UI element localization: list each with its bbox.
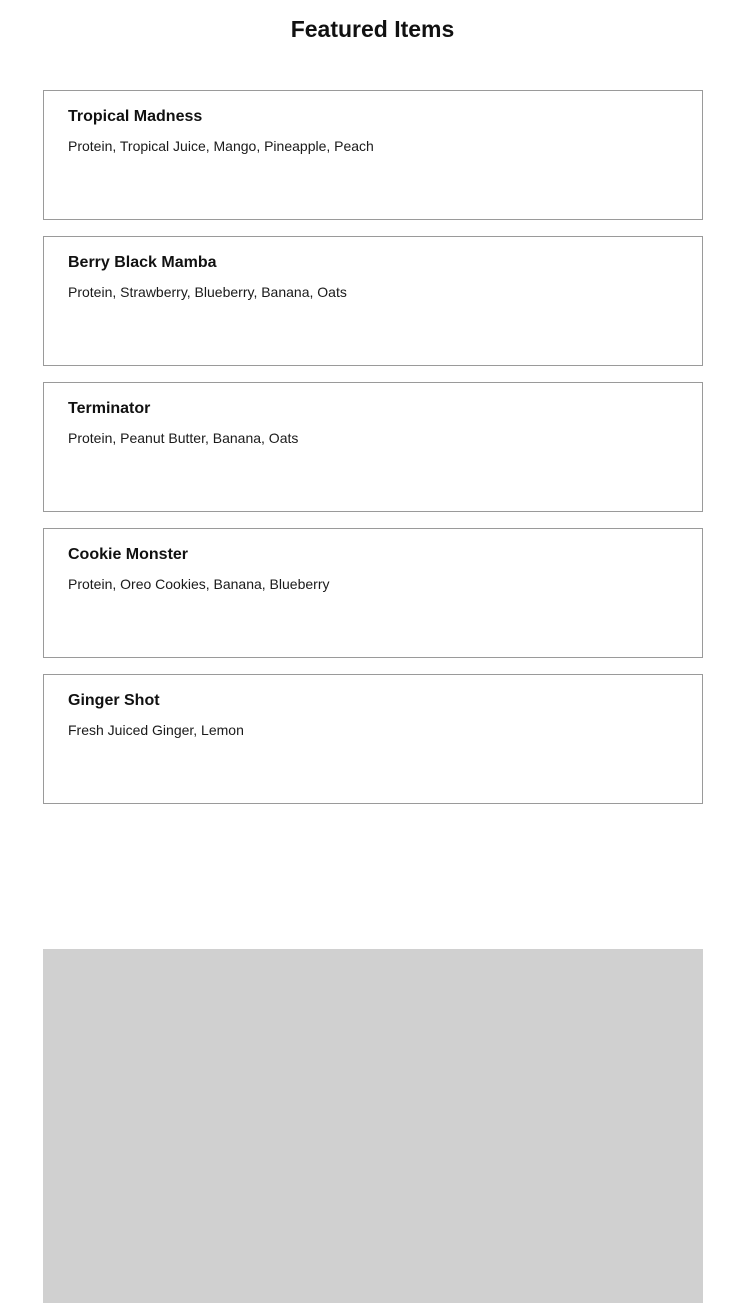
item-card-terminator[interactable] <box>43 382 703 512</box>
item-card-cookie-monster[interactable] <box>43 528 703 658</box>
item-card-berry-black-mamba[interactable] <box>43 236 703 366</box>
item-ingredients: Protein, Strawberry, Blueberry, Banana, Oats <box>68 284 347 300</box>
item-name: Ginger Shot <box>68 692 160 709</box>
item-ingredients: Protein, Oreo Cookies, Banana, Blueberry <box>68 576 330 592</box>
item-ingredients: Fresh Juiced Ginger, Lemon <box>68 722 244 738</box>
image-placeholder <box>43 949 703 1303</box>
item-name: Cookie Monster <box>68 546 189 563</box>
item-name: Tropical Madness <box>68 108 203 125</box>
item-name: Terminator <box>68 400 151 417</box>
item-card-tropical-madness[interactable] <box>43 90 703 220</box>
page-title: Featured Items <box>290 16 455 42</box>
item-ingredients: Protein, Peanut Butter, Banana, Oats <box>68 430 299 446</box>
item-name: Berry Black Mamba <box>68 254 217 271</box>
featured-items-list <box>43 90 703 820</box>
item-card-ginger-shot[interactable] <box>43 674 703 804</box>
item-ingredients: Protein, Tropical Juice, Mango, Pineapple, Peach <box>68 138 374 154</box>
